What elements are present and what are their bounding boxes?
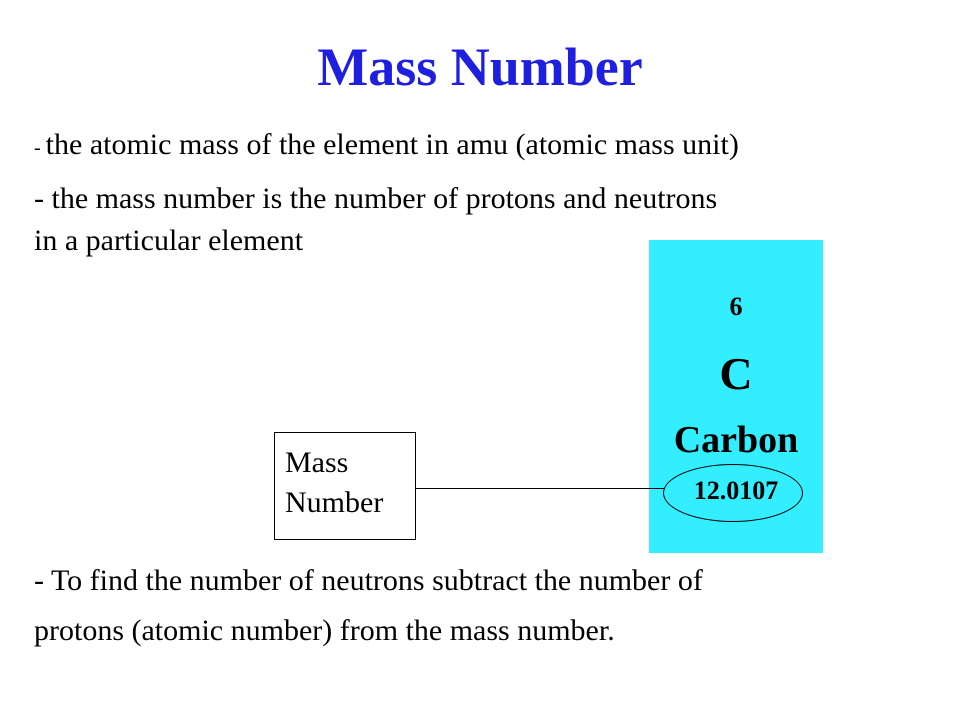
bullet-atomic-mass [34,126,739,167]
bullet-mass-number-line2: in a particular element [34,224,304,257]
slide-title: Mass Number [317,37,643,97]
mass-number-callout [274,432,416,540]
footer-line2: protons (atomic number) from the mass number. [34,614,615,647]
element-symbol: C [719,348,753,399]
footer-line1: - To find the number of neutrons subtract the number of [34,564,703,597]
element-name: Carbon [673,419,799,461]
mass-highlight-oval [663,464,803,522]
atomic-mass-value: 12.0107 [693,476,779,505]
atomic-number: 6 [729,292,743,321]
bullet-mass-number-line1: - the mass number is the number of protons and neutrons [34,182,718,215]
bullet-dash: - [34,137,46,159]
callout-line2: Number [285,486,384,519]
bullet-text: the atomic mass of the element in amu (atomic mass unit) [45,128,739,161]
callout-connector-line [415,488,664,489]
callout-line1: Mass [285,446,349,479]
